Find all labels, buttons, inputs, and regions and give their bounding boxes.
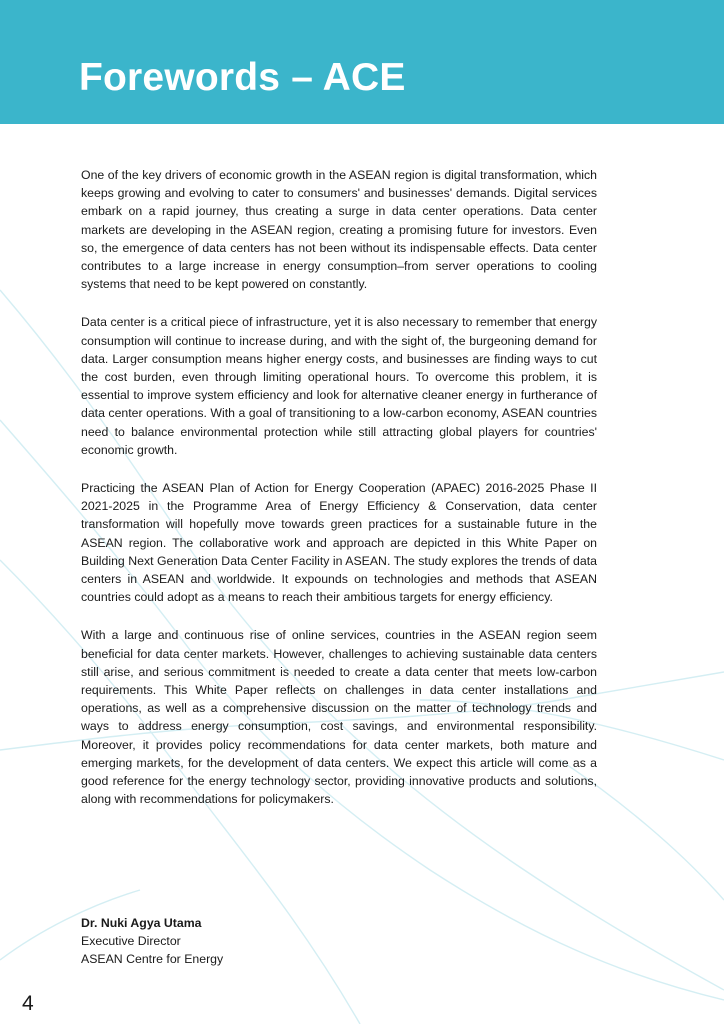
page-number: 4 — [22, 992, 34, 1015]
paragraph-1: One of the key drivers of economic growth in the ASEAN region is digital transformation, which keeps growing and evolving to cater to consumers' and businesses' demands. Digital services embark on a rapid journey, thus creating a surge in data center operations. Data center markets are developing in the ASEAN region, creating a promising future for investors. Even so, the emergence of data centers has not been without its indispensable effects. Data center contributes to a large increase in energy consumption–from server operations to cooling systems that need to be kept powered on constantly. — [81, 168, 597, 292]
page-title: Forewords – ACE — [79, 56, 406, 99]
foreword-body — [81, 166, 597, 829]
paragraph-4: With a large and continuous rise of online services, countries in the ASEAN region seem beneficial for data center markets. However, challenges to achieving sustainable data centers still arise, and serious commitment is needed to create a data center that meets low-carbon requirements. This White Paper reflects on challenges in data center installations and operations, as well as a comprehensive discussion on the matter of technology trends and ways to address energy consumption, cost savings, and environmental responsibility. Moreover, it provides policy recommendations for data center markets, both mature and emerging markets, for the development of data centers. We expect this article will come as a good reference for the energy technology sector, providing innovative products and solutions, along with recommendations for policymakers. — [81, 628, 597, 807]
paragraph-2: Data center is a critical piece of infrastructure, yet it is also necessary to remember that energy consumption will continue to increase during, and with the sight of, the burgeoning demand for data. Larger consumption means higher energy costs, and businesses are finding ways to cut the cost burden, even through limiting operational hours. To overcome this problem, it is essential to improve system efficiency and look for alternative cleaner energy in furtherance of data center operations. With a goal of transitioning to a low-carbon economy, ASEAN countries need to balance environmental protection while still attracting global players for countries' economic growth. — [81, 315, 597, 457]
paragraph-3: Practicing the ASEAN Plan of Action for Energy Cooperation (APAEC) 2016-2025 Phase II 2021-2025 in the Programme Area of Energy Efficiency & Conservation, data center transformation will hopefully move towards green practices for a sustainable future in the ASEAN region. The collaborative work and approach are depicted in this White Paper on Building Next Generation Data Center Facility in ASEAN. The study explores the trends of data centers in ASEAN and worldwide. It expounds on technologies and methods that ASEAN countries could adopt as a means to reach their ambitious targets for energy efficiency. — [81, 481, 597, 605]
header-band — [0, 0, 724, 124]
signatory-name: Dr. Nuki Agya Utama — [81, 916, 202, 930]
signatory-organization: ASEAN Centre for Energy — [81, 952, 224, 967]
signature-block — [81, 914, 223, 969]
signatory-title: Executive Director — [81, 934, 181, 949]
